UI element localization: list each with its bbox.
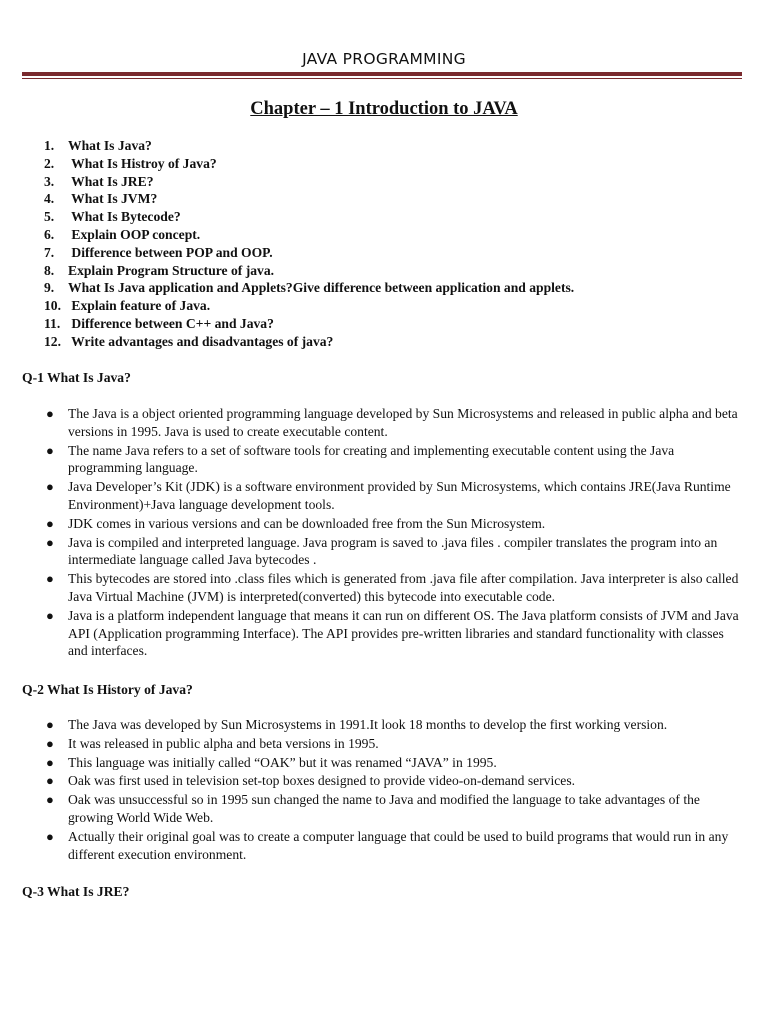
section-bullets-q1 <box>46 405 746 661</box>
bullet-icon: ● <box>46 442 54 458</box>
question-number: 7. <box>44 244 55 260</box>
question-number: 2. <box>44 155 55 171</box>
chapter-title: Chapter – 1 Introduction to JAVA <box>250 99 518 119</box>
bullet-text: Actually their original goal was to create a computer language that could be used to build programs that would run in any different execution environment. <box>68 828 729 862</box>
question-number: 6. <box>44 226 55 242</box>
bullet-text: This bytecodes are stored into .class files which is generated from .java file after compilation. Java interpreter is also called Java Virtual Machine (JVM) is interpreted(converted) this bytecode into executable code. <box>68 571 739 604</box>
bullet-text: It was released in public alpha and beta versions in 1995. <box>68 735 379 751</box>
question-text: Explain feature of Java. <box>68 298 211 314</box>
question-list-item <box>44 297 734 315</box>
bullet-icon: ● <box>46 717 54 732</box>
question-list-item <box>44 173 734 191</box>
bullet-icon: ● <box>46 792 54 808</box>
question-text: What Is Bytecode? <box>68 209 181 225</box>
bullet-item <box>46 772 746 790</box>
bullet-text: Oak was first used in television set-top boxes designed to provide video-on-demand services. <box>68 773 576 789</box>
question-number: 10. <box>44 298 61 314</box>
question-list-item <box>44 262 734 280</box>
section-heading-q3: Q-3 What Is JRE? <box>22 884 130 899</box>
section-heading-q2: Q-2 What Is History of Java? <box>22 682 193 697</box>
bullet-item <box>46 735 746 753</box>
bullet-text: Java is compiled and interpreted language. Java program is saved to .java files . compiler translates the program into an intermediate language called Java bytecodes . <box>68 534 718 568</box>
bullet-icon: ● <box>46 571 54 587</box>
bullet-text: The Java is a object oriented programming language developed by Sun Microsystems and released in public alpha and beta versions in 1995. Java is used to create executable content. <box>68 406 738 439</box>
header-rule-thick <box>22 72 742 76</box>
question-list-item <box>44 315 734 333</box>
question-text: What Is Java application and Applets?Give difference between application and applets. <box>68 280 575 296</box>
bullet-icon: ● <box>46 534 54 550</box>
header-rule-thin <box>22 78 742 79</box>
question-number: 8. <box>44 262 55 278</box>
question-number: 9. <box>44 280 55 296</box>
bullet-text: Java Developer’s Kit (JDK) is a software environment provided by Sun Microsystems, which contains JRE(Java Runtime Environment)+Java language development tools. <box>68 479 731 512</box>
question-list-item <box>44 208 734 226</box>
bullet-icon: ● <box>46 754 54 770</box>
bullet-icon: ● <box>46 773 54 789</box>
question-text: Explain OOP concept. <box>68 226 201 242</box>
bullet-item <box>46 515 746 533</box>
question-text: What Is Java? <box>68 138 152 153</box>
question-text: Difference between POP and OOP. <box>68 244 273 260</box>
question-list-item <box>44 190 734 208</box>
section-heading-q1: Q-1 What Is Java? <box>22 370 131 385</box>
bullet-icon: ● <box>46 479 54 495</box>
bullet-item <box>46 478 746 514</box>
bullet-text: The Java was developed by Sun Microsystems in 1991.It look 18 months to develop the first working version. <box>68 717 668 732</box>
bullet-icon: ● <box>46 607 54 623</box>
question-text: What Is JVM? <box>68 191 158 207</box>
question-number: 4. <box>44 191 55 207</box>
bullet-icon: ● <box>46 406 54 421</box>
bullet-text: Java is a platform independent language that means it can run on different OS. The Java platform consists of JVM and Java API (Application programming Interface). The API provides pre-written libraries and standard functionality with classes and interfaces. <box>68 607 739 659</box>
bullet-icon: ● <box>46 828 54 844</box>
bullet-item <box>46 754 746 772</box>
bullet-item <box>46 405 746 441</box>
question-list <box>44 137 734 351</box>
question-text: Explain Program Structure of java. <box>68 262 275 278</box>
bullet-item <box>46 791 746 827</box>
question-number: 1. <box>44 138 55 153</box>
bullet-icon: ● <box>46 515 54 531</box>
bullet-icon: ● <box>46 735 54 751</box>
question-number: 12. <box>44 333 61 349</box>
bullet-item <box>46 828 746 864</box>
question-list-item <box>44 244 734 262</box>
question-number: 3. <box>44 173 55 189</box>
question-number: 5. <box>44 209 55 225</box>
question-list-item <box>44 226 734 244</box>
question-list-item <box>44 137 734 155</box>
bullet-item <box>46 570 746 606</box>
bullet-text: The name Java refers to a set of software tools for creating and implementing executable content using the Java programming language. <box>68 442 675 476</box>
bullet-text: Oak was unsuccessful so in 1995 sun changed the name to Java and modified the language to take advantages of the growing World Wide Web. <box>68 792 700 825</box>
question-text: Difference between C++ and Java? <box>68 315 274 331</box>
question-list-item <box>44 155 734 173</box>
page-header: JAVA PROGRAMMING <box>302 50 466 68</box>
question-number: 11. <box>44 315 61 331</box>
bullet-item <box>46 607 746 660</box>
question-text: What Is Histroy of Java? <box>68 155 217 171</box>
question-list-item <box>44 333 734 351</box>
bullet-text: This language was initially called “OAK” but it was renamed “JAVA” in 1995. <box>68 754 497 770</box>
bullet-text: JDK comes in various versions and can be downloaded free from the Sun Microsystem. <box>68 515 546 531</box>
bullet-item <box>46 534 746 570</box>
bullet-item <box>46 716 746 734</box>
question-list-item <box>44 279 734 297</box>
question-text: Write advantages and disadvantages of java? <box>68 333 334 349</box>
section-bullets-q2 <box>46 716 746 864</box>
bullet-item <box>46 442 746 478</box>
question-text: What Is JRE? <box>68 173 154 189</box>
